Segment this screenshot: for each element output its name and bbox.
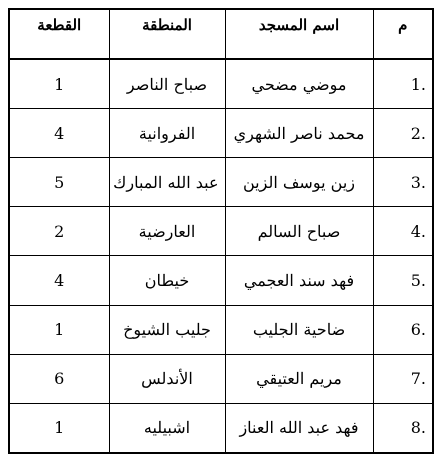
row-number: .5 [373,256,433,305]
table-row [9,305,433,354]
mosque-table [8,8,434,454]
row-number: .7 [373,354,433,403]
row-number: .4 [373,207,433,256]
block-cell: 1 [9,403,109,453]
row-number: .1 [373,59,433,109]
block-cell: 1 [9,305,109,354]
table-body [9,59,433,453]
region-cell: العارضية [109,207,225,256]
header-row [9,9,433,59]
table-row [9,354,433,403]
mosque-name-cell: زين يوسف الزين [225,158,373,207]
mosque-name-cell: فهد عبد الله العناز [225,403,373,453]
table-row [9,59,433,109]
region-cell: اشبيليه [109,403,225,453]
table-row [9,207,433,256]
header-region: المنطقة [109,9,225,59]
region-cell: عبد الله المبارك [109,158,225,207]
block-cell: 4 [9,109,109,158]
region-cell: صباح الناصر [109,59,225,109]
mosque-name-cell: موضي مضحي [225,59,373,109]
block-cell: 1 [9,59,109,109]
block-cell: 4 [9,256,109,305]
table-row [9,256,433,305]
region-cell: الفروانية [109,109,225,158]
table-row [9,158,433,207]
mosque-name-cell: مريم العتيقي [225,354,373,403]
region-cell: الأندلس [109,354,225,403]
row-number: .6 [373,305,433,354]
block-cell: 2 [9,207,109,256]
mosque-name-cell: صباح السالم [225,207,373,256]
header-mosque-name: اسم المسجد [225,9,373,59]
block-cell: 6 [9,354,109,403]
region-cell: جليب الشيوخ [109,305,225,354]
table-row [9,109,433,158]
block-cell: 5 [9,158,109,207]
row-number: .3 [373,158,433,207]
table-header [9,9,433,59]
table-row [9,403,433,453]
mosque-name-cell: ضاحية الجليب [225,305,373,354]
header-block: القطعة [9,9,109,59]
region-cell: خيطان [109,256,225,305]
header-number: م [373,9,433,59]
mosque-name-cell: فهد سند العجمي [225,256,373,305]
row-number: .8 [373,403,433,453]
mosque-table-container [8,8,432,454]
row-number: .2 [373,109,433,158]
mosque-name-cell: محمد ناصر الشهري [225,109,373,158]
